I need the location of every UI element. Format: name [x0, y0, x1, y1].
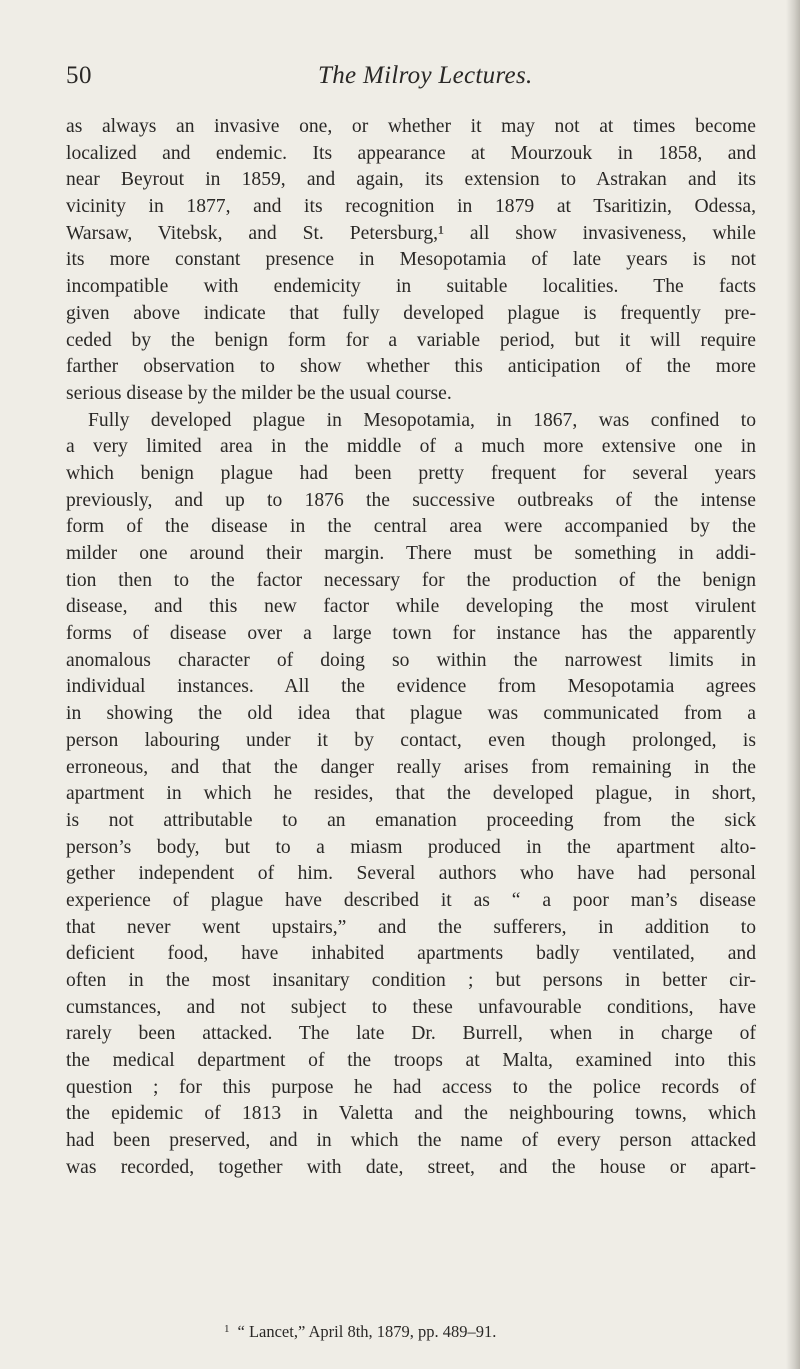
text-line-paragraph-start: Fully developed plague in Mesopotamia, in 1867, was confined to	[88, 409, 756, 431]
text-line: disease, and this new factor while developing the most virulent	[66, 596, 756, 618]
text-line: its more constant presence in Mesopotamia of late years is not	[66, 249, 756, 271]
body-text	[66, 114, 756, 1182]
footnote	[224, 1322, 496, 1342]
text-line: a very limited area in the middle of a much more extensive one in	[66, 436, 756, 458]
text-line: tion then to the factor necessary for the production of the benign	[66, 569, 756, 591]
text-line: person’s body, but to a miasm produced in the apartment alto-	[66, 836, 756, 858]
text-line: Warsaw, Vitebsk, and St. Petersburg,¹ all show invasiveness, while	[66, 222, 756, 244]
text-line: that never went upstairs,” and the sufferers, in addition to	[66, 916, 756, 938]
text-line: farther observation to show whether this anticipation of the more	[66, 356, 756, 378]
text-line: erroneous, and that the danger really arises from remaining in the	[66, 756, 756, 778]
text-line-paragraph-end: serious disease by the milder be the usual course.	[66, 382, 452, 404]
text-line: question ; for this purpose he had access to the police records of	[66, 1076, 756, 1098]
running-title: The Milroy Lectures.	[318, 62, 533, 89]
text-line: experience of plague have described it as “ a poor man’s disease	[66, 889, 756, 911]
text-line: milder one around their margin. There must be something in addi-	[66, 543, 756, 564]
text-line: individual instances. All the evidence from Mesopotamia agrees	[66, 676, 756, 698]
text-line: which benign plague had been pretty frequent for several years	[66, 462, 756, 484]
text-line: previously, and up to 1876 the successive outbreaks of the intense	[66, 489, 756, 511]
text-line: localized and endemic. Its appearance at Mourzouk in 1858, and	[66, 142, 756, 164]
text-line: rarely been attacked. The late Dr. Burrell, when in charge of	[66, 1023, 756, 1045]
text-line: is not attributable to an emanation proceeding from the sick	[66, 809, 756, 831]
text-line: cumstances, and not subject to these unfavourable conditions, have	[66, 996, 756, 1018]
text-line: the epidemic of 1813 in Valetta and the neighbouring towns, which	[66, 1103, 756, 1125]
text-line: near Beyrout in 1859, and again, its extension to Astrakan and its	[66, 169, 756, 191]
text-line: the medical department of the troops at Malta, examined into this	[66, 1050, 756, 1072]
text-line: deficient food, have inhabited apartments badly ventilated, and	[66, 943, 756, 965]
text-line: often in the most insanitary condition ; but persons in better cir-	[66, 970, 756, 991]
text-line: apartment in which he resides, that the developed plague, in short,	[66, 783, 756, 805]
footnote-text: “ Lancet,” April 8th, 1879, pp. 489–91.	[237, 1322, 497, 1341]
text-line: was recorded, together with date, street, and the house or apart-	[66, 1156, 756, 1178]
text-line: gether independent of him. Several authors who have had personal	[66, 863, 756, 885]
text-line: as always an invasive one, or whether it may not at times become	[66, 116, 756, 137]
text-line: ceded by the benign form for a variable period, but it will require	[66, 329, 756, 351]
footnote-marker: 1	[224, 1323, 230, 1335]
text-line: had been preserved, and in which the name of every person attacked	[66, 1130, 756, 1152]
text-line: given above indicate that fully developed plague is frequently pre-	[66, 302, 756, 324]
text-line: in showing the old idea that plague was communicated from a	[66, 703, 756, 725]
page-edge-shadow	[786, 0, 800, 1369]
page-number: 50	[66, 62, 92, 89]
text-line: form of the disease in the central area were accompanied by the	[66, 516, 756, 538]
text-line: person labouring under it by contact, even though prolonged, is	[66, 729, 756, 751]
page-header	[66, 62, 756, 102]
text-line: incompatible with endemicity in suitable localities. The facts	[66, 276, 756, 298]
text-line: anomalous character of doing so within the narrowest limits in	[66, 649, 756, 671]
text-line: forms of disease over a large town for instance has the apparently	[66, 623, 756, 645]
text-line: vicinity in 1877, and its recognition in 1879 at Tsaritizin, Odessa,	[66, 196, 756, 218]
